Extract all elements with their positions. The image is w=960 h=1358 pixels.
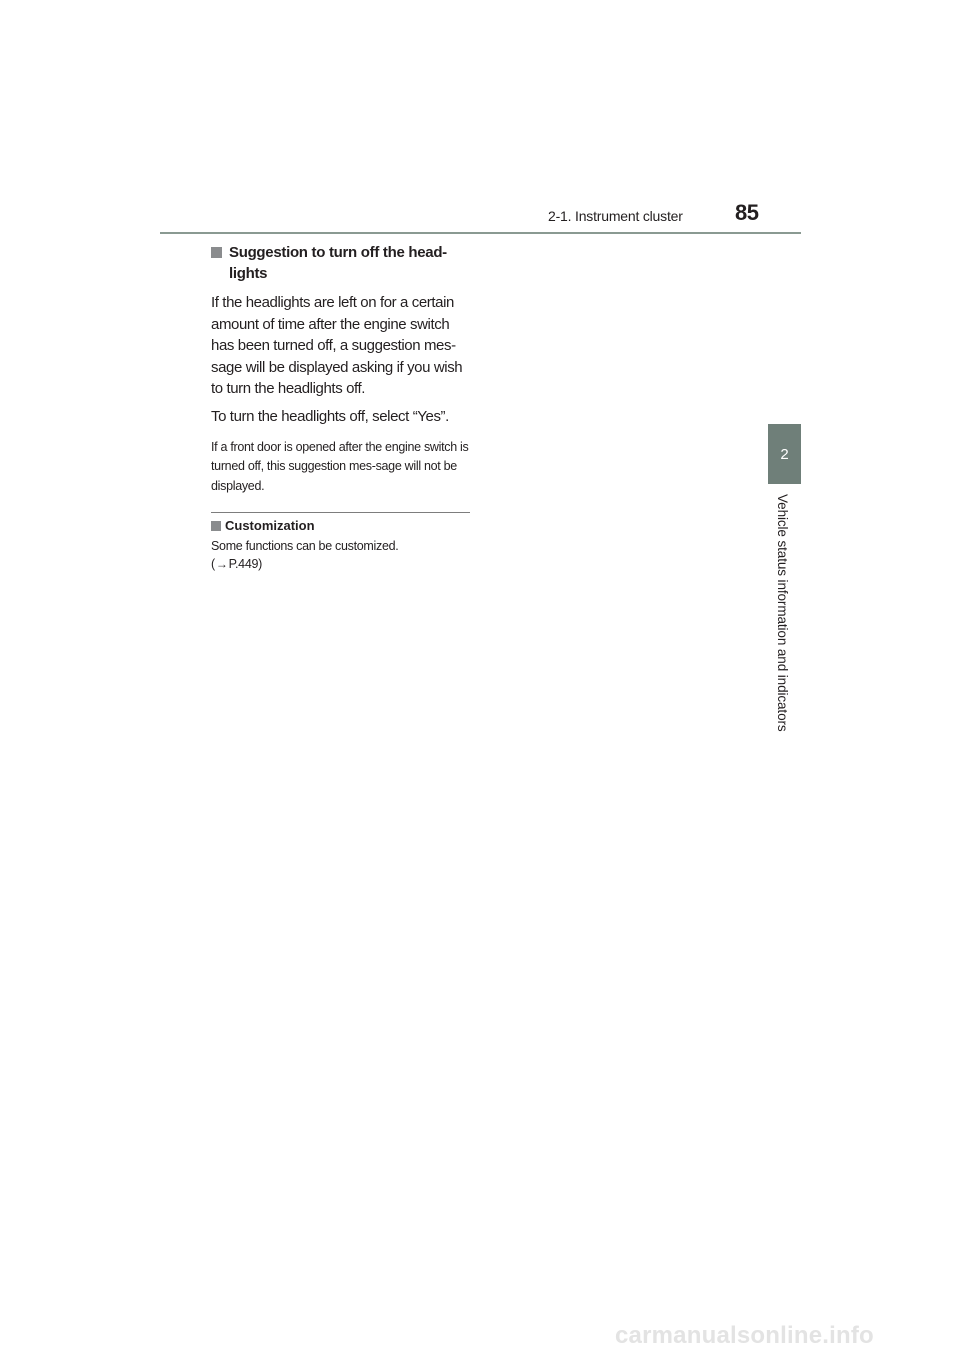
customization-heading — [211, 516, 473, 536]
section-title: 2-1. Instrument cluster — [548, 208, 683, 224]
chapter-number: 2 — [780, 445, 789, 463]
square-bullet-icon — [211, 521, 221, 531]
watermark: carmanualsonline.info — [615, 1322, 874, 1349]
arrow-right-icon: → — [215, 557, 228, 571]
topic-heading-text: Suggestion to turn off the head-lights — [229, 244, 447, 282]
note-text: If a front door is opened after the engine switch is turned off, this suggestion mes-sage will not be displayed. — [211, 439, 469, 493]
customization-block — [211, 516, 473, 572]
square-bullet-icon — [211, 247, 222, 258]
customization-heading-text: Customization — [225, 518, 315, 533]
header-divider — [160, 232, 801, 234]
page-number: 85 — [735, 200, 759, 225]
reference-open: ( — [211, 557, 215, 571]
section-divider — [211, 512, 470, 513]
reference-page: P.449) — [228, 557, 262, 571]
chapter-title: Vehicle status information and indicators — [775, 494, 790, 732]
body-paragraph: If the headlights are left on for a certain amount of time after the engine switch has been turned off, a suggestion mes-sage will be displayed asking if you wish to turn the headlights off. — [211, 294, 463, 398]
body-paragraph: To turn the headlights off, select “Yes”. — [211, 407, 449, 425]
topic-heading — [211, 242, 473, 284]
page-reference[interactable] — [211, 556, 473, 572]
chapter-tab — [768, 424, 801, 484]
main-column — [211, 242, 473, 496]
customization-text: Some functions can be customized. — [211, 539, 399, 553]
